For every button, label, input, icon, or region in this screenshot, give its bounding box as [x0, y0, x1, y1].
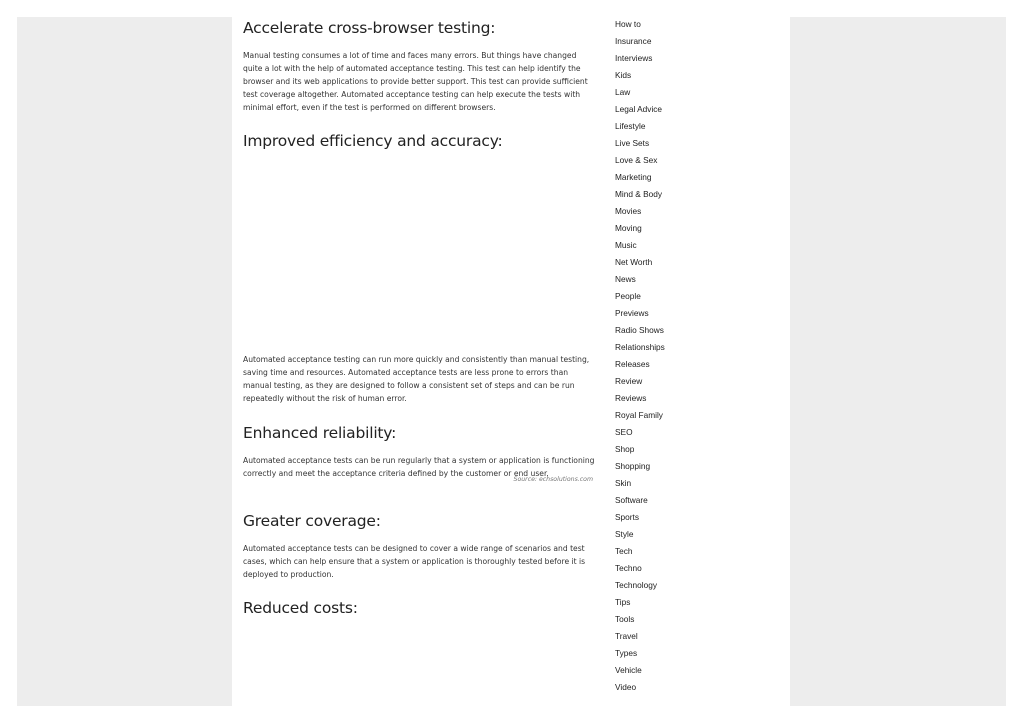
category-link-shopping[interactable]: Shopping [615, 461, 651, 471]
category-link-review[interactable]: Review [615, 376, 643, 386]
section-heading-reliability: Enhanced reliability: [243, 424, 397, 442]
category-link-software[interactable]: Software [615, 495, 648, 505]
category-link-video[interactable]: Video [615, 682, 637, 692]
section-paragraph-efficiency: Automated acceptance testing can run more quickly and consistently than manual testing, saving time and resources. Automated acceptance tests are less prone to errors than manual testing, as they are designed to follow a consistent set of steps and can be run repeatedly without the risk of human error. [243, 355, 590, 403]
category-link-mind-and-body[interactable]: Mind & Body [615, 189, 663, 199]
category-link-style[interactable]: Style [615, 529, 634, 539]
category-link-reviews[interactable]: Reviews [615, 393, 647, 403]
category-link-previews[interactable]: Previews [615, 308, 649, 318]
section-paragraph-accelerate: Manual testing consumes a lot of time and faces many errors. But things have changed quite a lot with the help of automated acceptance testing. This test can help identify the browser and its web applications to provide better support. This test can provide sufficient test coverage altogether. Automated acceptance testing can help execute the tests with minimal effort, even if the test is performed on different browsers. [243, 51, 588, 112]
category-link-people[interactable]: People [615, 291, 641, 301]
section-heading-costs: Reduced costs: [243, 599, 358, 617]
category-link-interviews[interactable]: Interviews [615, 53, 653, 63]
category-link-royal-family[interactable]: Royal Family [615, 410, 663, 420]
section-paragraph-reliability: Automated acceptance tests can be run regularly that a system or application is functioning correctly and meet the acceptance criteria defined by the customer or end user. [243, 456, 595, 478]
category-link-tips[interactable]: Tips [615, 597, 631, 607]
category-link-net-worth[interactable]: Net Worth [615, 257, 653, 267]
category-link-marketing[interactable]: Marketing [615, 172, 652, 182]
category-link-moving[interactable]: Moving [615, 223, 642, 233]
right-gutter [790, 17, 1006, 706]
category-link-movies[interactable]: Movies [615, 206, 642, 216]
category-link-skin[interactable]: Skin [615, 478, 632, 488]
section-paragraph-coverage: Automated acceptance tests can be designed to cover a wide range of scenarios and test cases, which can help ensure that a system or application is thoroughly tested before it is deployed to production. [243, 544, 586, 579]
section-heading-coverage: Greater coverage: [243, 512, 381, 530]
category-link-news[interactable]: News [615, 274, 636, 284]
category-list [615, 16, 775, 696]
category-link-shop[interactable]: Shop [615, 444, 635, 454]
category-link-love-and-sex[interactable]: Love & Sex [615, 155, 658, 165]
category-link-insurance[interactable]: Insurance [615, 36, 652, 46]
image-caption: Source: echsolutions.com [513, 476, 593, 483]
left-gutter [17, 17, 232, 706]
category-link-tech[interactable]: Tech [615, 546, 633, 556]
category-link-radio-shows[interactable]: Radio Shows [615, 325, 664, 335]
category-link-technology[interactable]: Technology [615, 580, 657, 590]
category-link-releases[interactable]: Releases [615, 359, 650, 369]
category-link-relationships[interactable]: Relationships [615, 342, 665, 352]
category-link-music[interactable]: Music [615, 240, 637, 250]
category-link-how-to[interactable]: How to [615, 19, 641, 29]
category-link-kids[interactable]: Kids [615, 70, 632, 80]
category-link-seo[interactable]: SEO [615, 427, 633, 437]
category-link-sports[interactable]: Sports [615, 512, 639, 522]
category-link-vehicle[interactable]: Vehicle [615, 665, 642, 675]
category-link-techno[interactable]: Techno [615, 563, 642, 573]
category-link-live-sets[interactable]: Live Sets [615, 138, 650, 148]
category-link-tools[interactable]: Tools [615, 614, 635, 624]
category-link-types[interactable]: Types [615, 648, 638, 658]
category-link-lifestyle[interactable]: Lifestyle [615, 121, 646, 131]
category-link-travel[interactable]: Travel [615, 631, 638, 641]
category-link-law[interactable]: Law [615, 87, 631, 97]
section-heading-efficiency: Improved efficiency and accuracy: [243, 132, 503, 150]
category-link-legal-advice[interactable]: Legal Advice [615, 104, 663, 114]
section-heading-accelerate: Accelerate cross-browser testing: [243, 19, 496, 37]
